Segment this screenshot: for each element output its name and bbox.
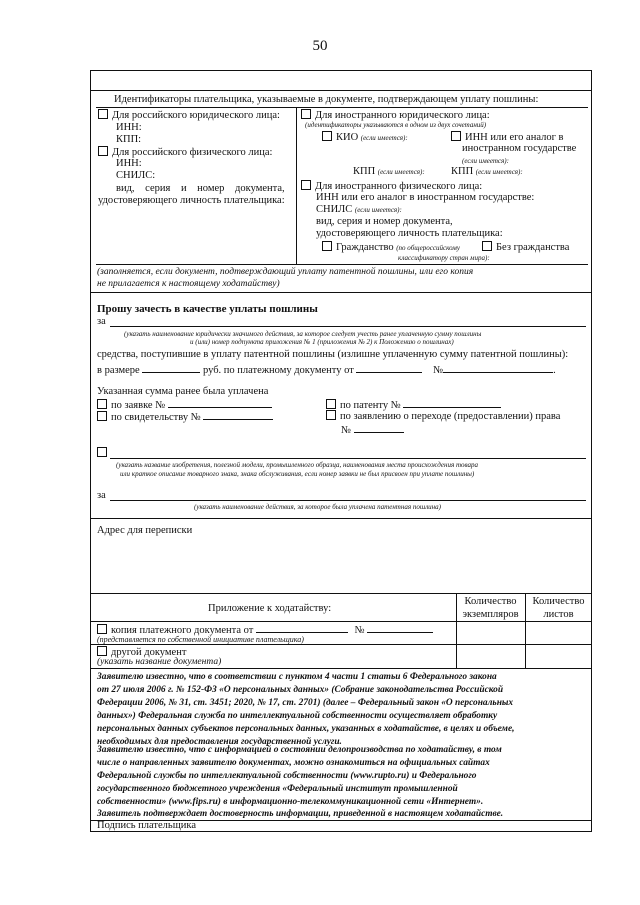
object-note-2: или краткое описание товарного знака, знака обслуживания, если номер заявки не был присвоен при уплате пошлины) bbox=[120, 470, 475, 478]
amount-prefix: в размере bbox=[97, 365, 140, 376]
transfer-number-field[interactable] bbox=[354, 423, 404, 433]
divider bbox=[90, 621, 592, 622]
sheets-header-2: листов bbox=[543, 609, 574, 620]
certificate-number-field[interactable] bbox=[203, 410, 273, 420]
notice-line: Федерации 2006, № 31, ст. 3451; 2020, № 17, ст. 2701) (далее – Федеральный закон «О персональных bbox=[97, 698, 514, 708]
citizenship-option[interactable] bbox=[322, 241, 460, 254]
row1-note: (представляется по собственной инициативе плательщика) bbox=[97, 635, 304, 644]
by-transfer-label: по заявлению о переходе (предоставлении) права bbox=[340, 411, 561, 422]
row2-note: (указать название документа) bbox=[97, 657, 222, 667]
credit-za2: за bbox=[97, 490, 106, 501]
notice-line: данных») Федеральная служба по интеллектуальной собственности осуществляет обработку bbox=[97, 711, 498, 721]
paid-earlier-label: Указанная сумма ранее была уплачена bbox=[97, 386, 269, 397]
citizenship-note-2: классификатору стран мира): bbox=[398, 254, 490, 262]
divider bbox=[90, 518, 592, 519]
identifiers-footnote-2: не прилагается к настоящему ходатайству) bbox=[97, 279, 280, 289]
inn-analog-label: ИНН или его аналог в bbox=[465, 132, 564, 143]
checkbox[interactable] bbox=[326, 399, 336, 409]
notice-line: собственности» (www.fips.ru) в информационно-телекоммуникационной сети «Интернет». bbox=[97, 797, 484, 807]
ru-person-label: Для российского физического лица: bbox=[112, 147, 273, 158]
row2-label: другой документ bbox=[111, 647, 187, 658]
payment-number-field[interactable] bbox=[443, 363, 553, 373]
snils-label: СНИЛС: bbox=[116, 170, 156, 181]
by-patent-label: по патенту № bbox=[340, 400, 401, 411]
address-label: Адрес для переписки bbox=[97, 525, 193, 536]
amount-row bbox=[97, 363, 556, 377]
fp-snils-note: (если имеется): bbox=[354, 206, 402, 214]
checkbox[interactable] bbox=[97, 399, 107, 409]
copies-header-2: экземпляров bbox=[462, 609, 519, 620]
page-number: 50 bbox=[312, 38, 328, 54]
kpp-foreign-label: КПП bbox=[353, 166, 376, 177]
divider bbox=[90, 90, 592, 91]
divider bbox=[96, 107, 588, 108]
notice-line: государственного бюджетного учреждения «Федеральный институт промышленной bbox=[97, 784, 458, 794]
notice-line: Заявитель подтверждает достоверность информации, приведенной в настоящем ходатайстве. bbox=[97, 809, 504, 819]
notice-line: Федеральной службы по интеллектуальной собственности (www.rupto.ru) и Федерального bbox=[97, 771, 477, 781]
by-certificate-label: по свидетельству № bbox=[111, 412, 201, 423]
kpp-foreign-2-note: (если имеется): bbox=[475, 168, 523, 176]
sheets-header-1: Количество bbox=[532, 596, 585, 607]
credit-line-1: средства, поступившие в уплату патентной пошлины (излишне уплаченную сумму патентной пошлины): bbox=[97, 349, 569, 360]
notice-line: Заявителю известно, что в соответствии с пунктом 4 части 1 статьи 6 Федерального закона bbox=[97, 672, 497, 682]
divider bbox=[90, 593, 592, 594]
divider bbox=[96, 264, 588, 265]
period: . bbox=[553, 365, 556, 376]
inn-label: ИНН: bbox=[116, 122, 142, 133]
amount-mid: руб. по платежному документу от bbox=[202, 365, 354, 376]
checkbox[interactable] bbox=[326, 410, 336, 420]
checkbox[interactable] bbox=[98, 109, 108, 119]
identifiers-footnote-1: (заполняется, если документ, подтверждающий уплату патентной пошлины, или его копия bbox=[97, 267, 474, 277]
kpp-foreign-1 bbox=[353, 166, 425, 178]
checkbox[interactable] bbox=[301, 180, 311, 190]
credit-note-2: и (или) номер подпункта приложения № 1 (приложения № 2) к Положению о пошлинах) bbox=[190, 338, 454, 346]
notice-line: персональных данных субъектов персональных данных, указанных в ходатайстве, в целях и объеме, bbox=[97, 724, 515, 734]
divider bbox=[90, 668, 592, 669]
citizenship-label: Гражданство bbox=[336, 242, 394, 253]
checkbox[interactable] bbox=[97, 646, 107, 656]
citizenship-note: (по общероссийскому bbox=[396, 244, 460, 252]
transfer-num-sign: № bbox=[341, 425, 352, 436]
by-application-label: по заявке № bbox=[111, 400, 166, 411]
kpp-foreign-2-label: КПП bbox=[451, 166, 474, 177]
stateless-option[interactable] bbox=[482, 241, 569, 254]
transfer-number bbox=[341, 423, 404, 437]
checkbox[interactable] bbox=[301, 109, 311, 119]
checkbox[interactable] bbox=[97, 411, 107, 421]
inn2-label: ИНН: bbox=[116, 158, 142, 169]
by-certificate-option[interactable] bbox=[97, 410, 273, 424]
fp-doc-label-2: удостоверяющего личность плательщика: bbox=[316, 228, 503, 239]
checkbox[interactable] bbox=[97, 447, 107, 457]
inn-analog-note: (если имеется): bbox=[462, 157, 509, 165]
fp-doc-label-1: вид, серия и номер документа, bbox=[316, 216, 453, 227]
notice-line: от 27 июля 2006 г. № 152-ФЗ «О персональных данных» (Собрание законодательства Российской bbox=[97, 685, 504, 695]
checkbox[interactable] bbox=[451, 131, 461, 141]
fp-inn-label: ИНН или его аналог в иностранном государстве: bbox=[316, 192, 535, 203]
object-note-1: (указать название изобретения, полезной модели, промышленного образца, наименования места происхождения товара bbox=[116, 461, 478, 469]
kio-option[interactable] bbox=[322, 131, 408, 144]
checkbox[interactable] bbox=[322, 131, 332, 141]
copies-header-1: Количество bbox=[464, 596, 517, 607]
foreign-legal-label: Для иностранного юридического лица: bbox=[315, 110, 490, 121]
divider bbox=[90, 292, 592, 293]
checkbox[interactable] bbox=[98, 146, 108, 156]
kpp-label: КПП: bbox=[116, 134, 142, 145]
checkbox[interactable] bbox=[482, 241, 492, 251]
kpp-foreign-note: (если имеется): bbox=[377, 168, 425, 176]
id-doc-label-1: вид, серия и номер документа, bbox=[116, 183, 285, 194]
fp-snils bbox=[316, 204, 402, 216]
object-line[interactable] bbox=[110, 458, 586, 459]
application-number-field[interactable] bbox=[168, 398, 272, 408]
attachments-header: Приложение к ходатайству: bbox=[208, 603, 332, 614]
row1-number-field[interactable] bbox=[367, 623, 433, 633]
ru-legal-option[interactable] bbox=[98, 109, 280, 122]
payment-date-field[interactable] bbox=[356, 363, 422, 373]
fp-snils-label: СНИЛС bbox=[316, 204, 353, 215]
notice-line: необходимых для предоставления государственной услуги. bbox=[97, 737, 342, 747]
foreign-legal-note: (идентификаторы указываются в одном из двух сочетаний) bbox=[305, 121, 487, 129]
notice-line: числе о направленных заявителю документах, можно ознакомиться на официальных сайтах bbox=[97, 758, 490, 768]
signature-label: Подпись плательщика bbox=[97, 820, 197, 831]
id-doc-label-2: удостоверяющего личность плательщика: bbox=[98, 195, 285, 206]
foreign-person-label: Для иностранного физического лица: bbox=[315, 181, 483, 192]
stateless-label: Без гражданства bbox=[496, 242, 570, 253]
ru-legal-label: Для российского юридического лица: bbox=[112, 110, 280, 121]
row1-date-field[interactable] bbox=[256, 623, 348, 633]
credit-za: за bbox=[97, 316, 106, 327]
inn-analog-label-2: иностранном государстве bbox=[462, 143, 577, 154]
checkbox[interactable] bbox=[322, 241, 332, 251]
patent-number-field[interactable] bbox=[403, 398, 501, 408]
credit-title: Прошу зачесть в качестве уплаты пошлины bbox=[97, 303, 318, 315]
notice-line: Заявителю известно, что с информацией о состоянии делопроизводства по ходатайству, в том bbox=[97, 745, 502, 755]
credit-za2-line[interactable] bbox=[110, 500, 586, 501]
identifiers-heading: Идентификаторы плательщика, указываемые в документе, подтверждающем уплату пошлины: bbox=[114, 94, 539, 105]
column-divider bbox=[296, 107, 297, 264]
divider bbox=[90, 644, 592, 645]
row1-label: копия платежного документа от bbox=[111, 625, 254, 636]
object-option[interactable] bbox=[97, 447, 111, 460]
kio-label: КИО bbox=[336, 132, 359, 143]
by-transfer-option[interactable] bbox=[326, 410, 560, 423]
credit-za2-note: (указать наименование действия, за которое была уплачена патентная пошлина) bbox=[194, 503, 441, 511]
checkbox[interactable] bbox=[97, 624, 107, 634]
credit-za-line[interactable] bbox=[110, 326, 586, 327]
amount-field[interactable] bbox=[142, 363, 200, 373]
kpp-foreign-2 bbox=[451, 166, 523, 178]
row1-num: № bbox=[354, 625, 365, 636]
kio-note: (если имеется): bbox=[360, 134, 408, 142]
num-sign: № bbox=[433, 365, 444, 376]
credit-note-1: (указать наименование юридически значимого действия, за которое следует учесть ранее уплаченную сумму пошлины bbox=[124, 330, 482, 338]
